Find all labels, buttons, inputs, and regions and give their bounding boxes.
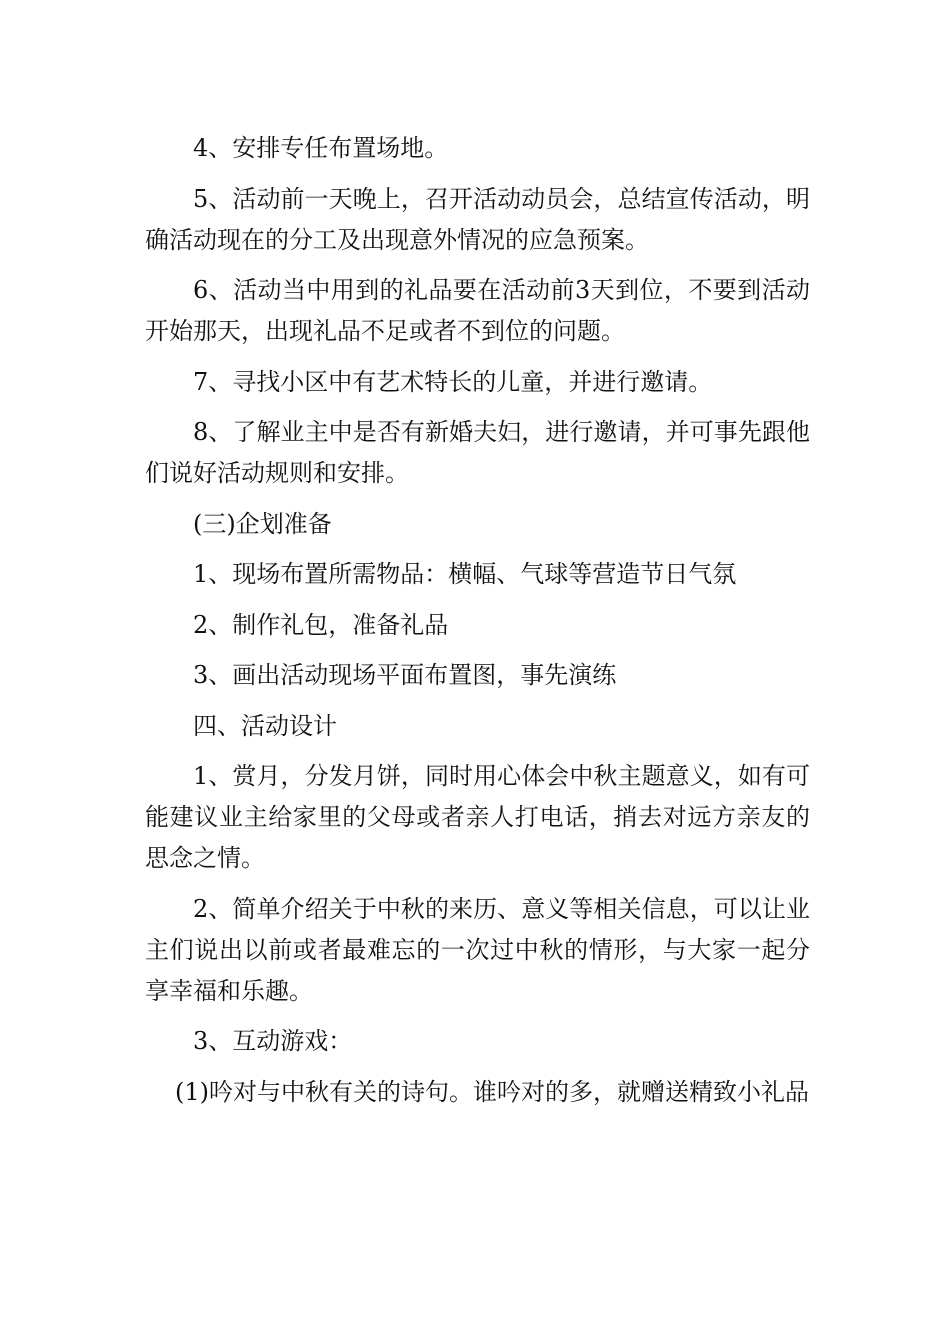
paragraph-item-4-arrange-venue: 4、安排专任布置场地。 [193,134,449,162]
paragraph-design-item-2: 2、简单介绍关于中秋的来历、意义等相关信息，可以让业主们说出以前或者最难忘的一次过中秋的情形，与大家一起分享幸福和乐趣。 [145,894,810,1005]
section-heading-activity-design: 四、活动设计 [193,711,337,740]
paragraph-prep-item-2: 2、制作礼包，准备礼品 [193,610,449,639]
paragraph-game-item-1: (1)吟对与中秋有关的诗句。谁吟对的多，就赠送精致小礼品 [175,1077,809,1106]
paragraph-prep-item-3: 3、画出活动现场平面布置图，事先演练 [193,661,617,689]
paragraph-prep-item-1: 1、现场布置所需物品：横幅、气球等营造节日气氛 [193,560,737,588]
paragraph-item-6-gifts-arrival: 6、活动当中用到的礼品要在活动前3天到位，不要到活动开始那天，出现礼品不足或者不到位的问题。 [145,276,810,345]
paragraph-item-8-invite-newlyweds: 8、了解业主中是否有新婚夫妇，进行邀请，并可事先跟他们说好活动规则和安排。 [145,418,810,487]
paragraph-item-5-mobilization-meeting: 5、活动前一天晚上，召开活动动员会，总结宣传活动，明确活动现在的分工及出现意外情况的应急预案。 [145,184,810,254]
section-heading-planning-preparation: (三)企划准备 [193,509,332,538]
paragraph-item-7-invite-children: 7、寻找小区中有艺术特长的儿童，并进行邀请。 [193,367,713,396]
document-body [145,128,810,1122]
paragraph-design-item-3: 3、互动游戏： [193,1027,353,1055]
paragraph-design-item-1: 1、赏月，分发月饼，同时用心体会中秋主题意义，如有可能建议业主给家里的父母或者亲人打电话，捎去对远方亲友的思念之情。 [145,762,810,872]
